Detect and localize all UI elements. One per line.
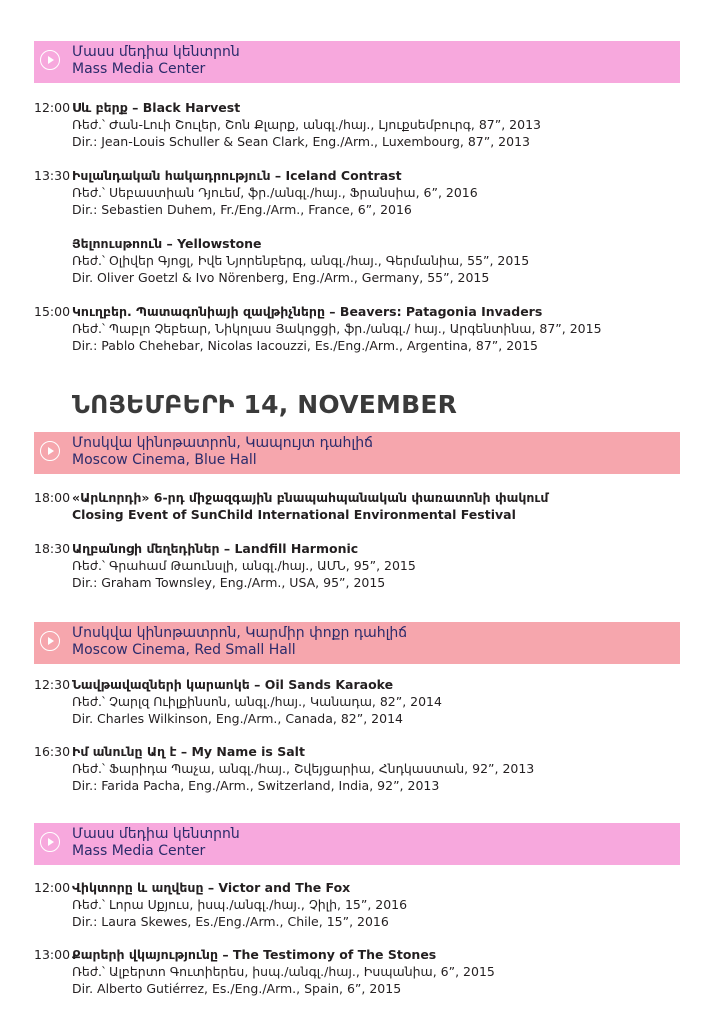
entry-credits-armenian: Ռեժ.՝ Պաբլո Չեբեար, Նիկոլաս Յակոցցի, ֆր./անգլ./ հայ., Արգենտինա, 87”, 2015 — [72, 321, 602, 336]
entry-credits-english: Dir.: Farida Pacha, Eng./Arm., Switzerland, India, 92”, 2013 — [72, 778, 440, 793]
entry-title: Աղբանոցի մեղեդիներ – Landfill Harmonic — [72, 541, 359, 556]
entry-credits-english: Dir. Alberto Gutiérrez, Es./Eng./Arm., Spain, 6”, 2015 — [72, 981, 402, 996]
entry-title: «Արևորդի» 6-րդ միջազգային բնապահպանական փառատոնի փակում — [72, 490, 549, 505]
play-icon — [40, 50, 60, 70]
venue-banner — [34, 823, 680, 865]
entry-time: 15:00 — [34, 304, 71, 319]
entry-credits-armenian: Ռեժ.՝ Լորա Սքյուս, իսպ./անգլ./հայ., Չիլի, 15”, 2016 — [72, 897, 408, 912]
venue-banner — [34, 41, 680, 83]
entry-title: Իսլանդական հակադրություն – Iceland Contrast — [72, 168, 402, 183]
entry-title: Իմ անունը Աղ է – My Name is Salt — [72, 744, 305, 759]
entry-credits-armenian: Ռեժ.՝ Ֆարիդա Պաչա, անգլ./հայ., Շվեյցարիա, Հնդկաստան, 92”, 2013 — [72, 761, 535, 776]
entry-time: 16:30 — [34, 744, 71, 759]
venue-name-armenian: Մասս մեդիա կենտրոն — [72, 826, 240, 842]
venue-banner — [34, 432, 680, 474]
venue-name-english: Mass Media Center — [72, 843, 206, 859]
entry-credits-english: Dir.: Graham Townsley, Eng./Arm., USA, 95”, 2015 — [72, 575, 386, 590]
entry-credits-english: Dir.: Laura Skewes, Es./Eng./Arm., Chile, 15”, 2016 — [72, 914, 389, 929]
venue-name-english: Moscow Cinema, Blue Hall — [72, 452, 257, 468]
entry-title: Յելոուսթոուն – Yellowstone — [72, 236, 262, 251]
entry-credits-english: Dir. Oliver Goetzl & Ivo Nörenberg, Eng./Arm., Germany, 55”, 2015 — [72, 270, 490, 285]
entry-time: 13:30 — [34, 168, 71, 183]
entry-credits-armenian: Ռեժ.՝ Օլիվեր Գյոցլ, Իվե Նյորենբերգ, անգլ./հայ., Գերմանիա, 55”, 2015 — [72, 253, 530, 268]
entry-time: 12:00 — [34, 100, 71, 115]
entry-credits-armenian: Ռեժ.՝ Չարլզ Ուիլքինսոն, անգլ./հայ., Կանադա, 82”, 2014 — [72, 694, 442, 709]
venue-name-armenian: Մոսկվա կինոթատրոն, Կապույտ դահլիճ — [72, 435, 373, 451]
entry-title: Նավթավազների կարաոկե – Oil Sands Karaoke — [72, 677, 394, 692]
venue-banner — [34, 622, 680, 664]
venue-name-english: Mass Media Center — [72, 61, 206, 77]
entry-title: Քարերի վկայությունը – The Testimony of The Stones — [72, 947, 437, 962]
venue-name-armenian: Մասս մեդիա կենտրոն — [72, 44, 240, 60]
entry-time: 12:30 — [34, 677, 71, 692]
entry-time: 18:00 — [34, 490, 71, 505]
entry-credits-armenian: Ռեժ.՝ Սեբաստիան Դյուեմ, ֆր./անգլ./հայ., Ֆրանսիա, 6”, 2016 — [72, 185, 478, 200]
entry-credits-armenian: Ռեժ.՝ Ժան-Լուի Շուլեր, Շոն Քլարք, անգլ./հայ., Լյուքսեմբուրգ, 87”, 2013 — [72, 117, 541, 132]
entry-title: Կուղբեր. Պատագոնիայի զավթիչները – Beavers: Patagonia Invaders — [72, 304, 543, 319]
entry-time: 13:00 — [34, 947, 71, 962]
entry-time: 18:30 — [34, 541, 71, 556]
entry-credits-armenian: Ռեժ.՝ Գրահամ Թաունսլի, անգլ./հայ., ԱՄՆ, 95”, 2015 — [72, 558, 416, 573]
venue-name-english: Moscow Cinema, Red Small Hall — [72, 642, 296, 658]
play-icon — [40, 441, 60, 461]
play-icon — [40, 832, 60, 852]
entry-credits-armenian: Ռեժ.՝ Ալբերտո Գուտիերես, իսպ./անգլ./հայ., Իսպանիա, 6”, 2015 — [72, 964, 495, 979]
entry-title-english: Closing Event of SunChild International Environmental Festival — [72, 507, 516, 522]
entry-title: Սև բերք – Black Harvest — [72, 100, 241, 115]
entry-credits-english: Dir.: Jean-Louis Schuller & Sean Clark, Eng./Arm., Luxembourg, 87”, 2013 — [72, 134, 530, 149]
play-icon — [40, 631, 60, 651]
entry-credits-english: Dir.: Sebastien Duhem, Fr./Eng./Arm., France, 6”, 2016 — [72, 202, 412, 217]
venue-name-armenian: Մոսկվա կինոթատրոն, Կարմիր փոքր դահլիճ — [72, 625, 408, 641]
date-heading: ՆՈՅԵՄԲԵՐԻ 14, NOVEMBER — [72, 390, 458, 419]
entry-credits-english: Dir. Charles Wilkinson, Eng./Arm., Canada, 82”, 2014 — [72, 711, 403, 726]
entry-credits-english: Dir.: Pablo Chehebar, Nicolas Iacouzzi, Es./Eng./Arm., Argentina, 87”, 2015 — [72, 338, 539, 353]
entry-title: Վիկտորը և աղվեսը – Victor and The Fox — [72, 880, 351, 895]
entry-time: 12:00 — [34, 880, 71, 895]
